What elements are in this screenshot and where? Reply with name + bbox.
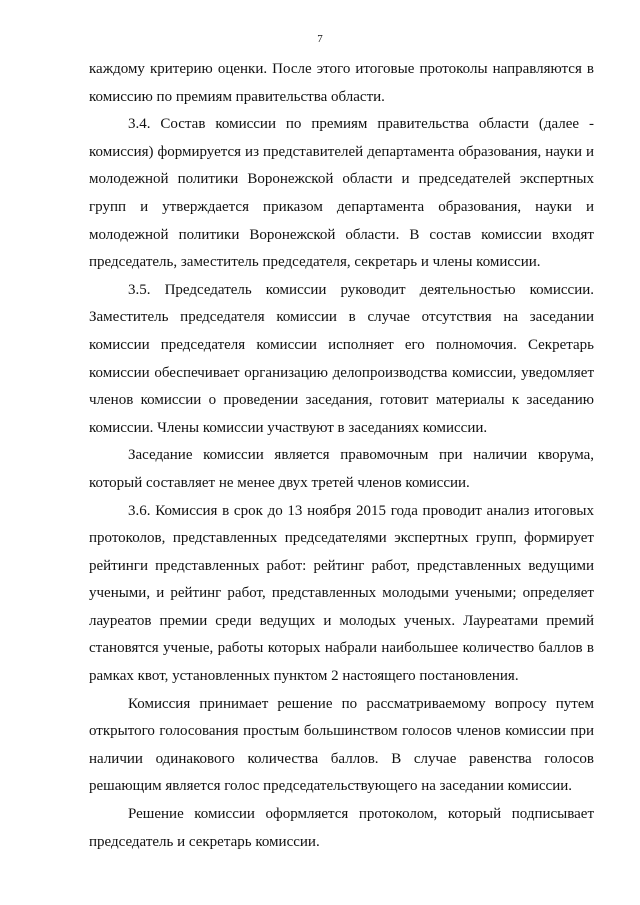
paragraph-3-5: 3.5. Председатель комиссии руководит деятельностью комиссии. Заместитель председателя комиссии в случае отсутствия на заседании комиссии председателя комиссии исполняет его полномочия. Секретарь комиссии обеспечивает организацию делопроизводства комиссии, уведомляет членов комиссии о проведении заседания, готовит материалы к заседанию комиссии. Члены комиссии участвуют в заседаниях комиссии. (89, 281, 594, 436)
document-body (89, 56, 594, 856)
paragraph-voting: Комиссия принимает решение по рассматриваемому вопросу путем открытого голосования простым большинством голосов членов комиссии при наличии одинакового количества баллов. В случае равенства голосов решающим является голос председательствующего на заседании комиссии. (89, 695, 594, 795)
paragraph-3-4: 3.4. Состав комиссии по премиям правительства области (далее - комиссия) формируется из представителей департамента образования, науки и молодежной политики Воронежской области и председателей экспертных групп и утверждается приказом департамента образования, науки и молодежной политики Воронежской области. В состав комиссии входят председатель, заместитель председателя, секретарь и члены комиссии. (89, 116, 594, 271)
paragraph-protocol: Решение комиссии оформляется протоколом, который подписывает председатель и секретарь комиссии. (89, 806, 594, 850)
paragraph-quorum: Заседание комиссии является правомочным при наличии кворума, который составляет не менее двух третей членов комиссии. (89, 447, 594, 491)
paragraph-3-6: 3.6. Комиссия в срок до 13 ноября 2015 года проводит анализ итоговых протоколов, представленных председателями экспертных групп, формирует рейтинги представленных работ: рейтинг работ, представленных ведущими учеными, и рейтинг работ, представленных молодыми учеными; определяет лауреатов премии среди ведущих и молодых ученых. Лауреатами премий становятся ученые, работы которых набрали наибольшее количество баллов в рамках квот, установленных пунктом 2 настоящего постановления. (89, 502, 594, 685)
page-number: 7 (317, 33, 323, 45)
paragraph-continuation: каждому критерию оценки. После этого итоговые протоколы направляются в комиссию по премиям правительства области. (89, 61, 594, 105)
